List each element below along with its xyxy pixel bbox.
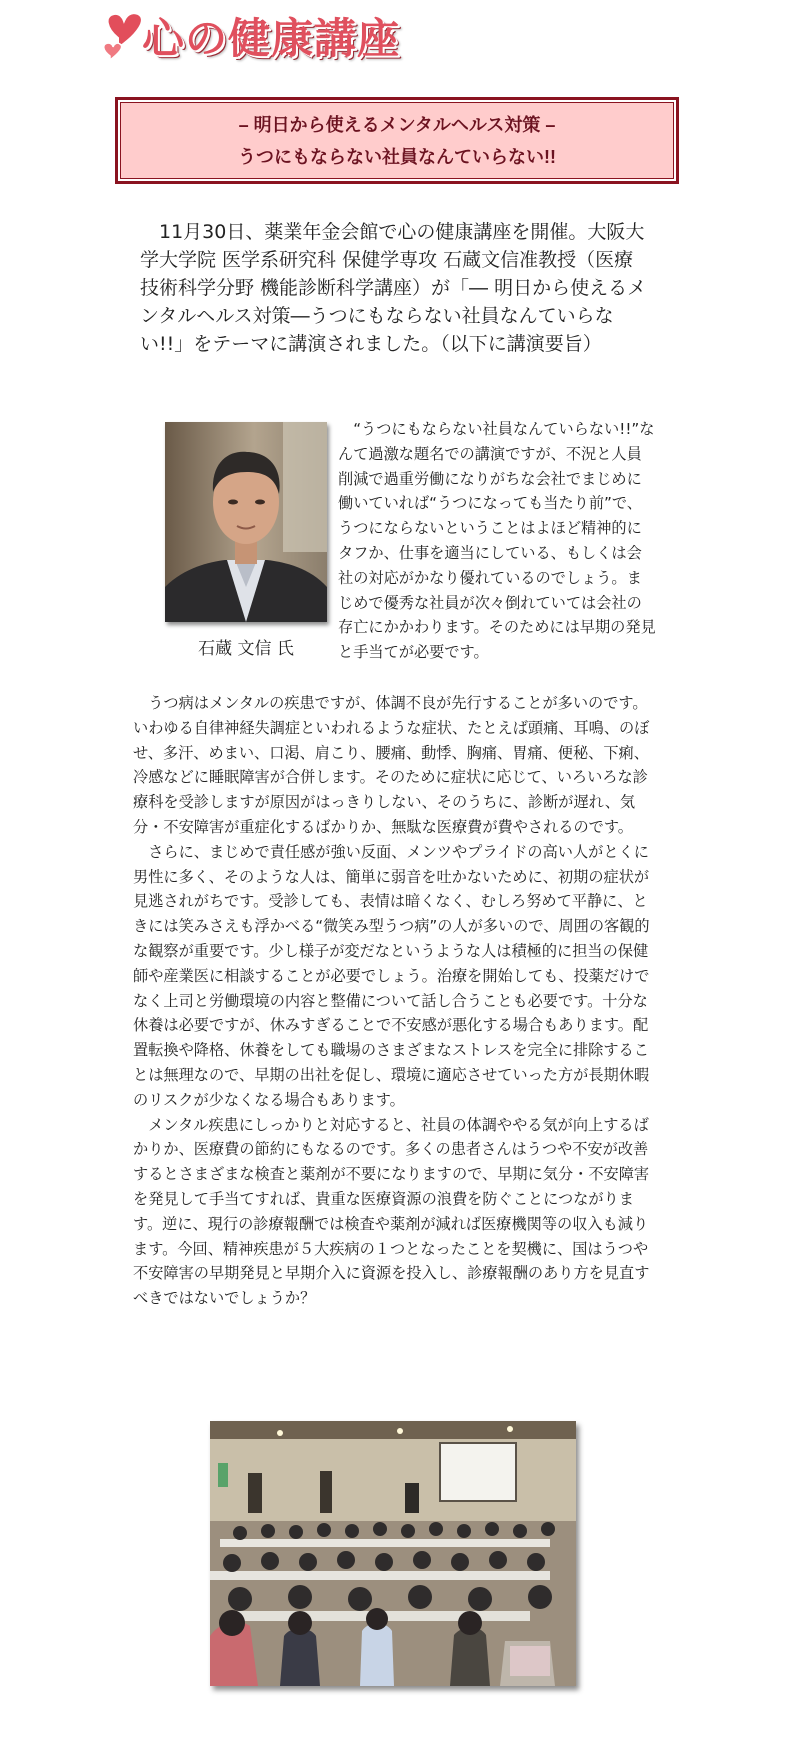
title-box [115, 97, 679, 184]
lecture-body [133, 691, 656, 1311]
lecture-summary-opening: “うつにもならない社員なんていらない!!”なんて過激な題名での講演ですが、不況と人員削減で過重労働になりがちな会社でまじめに働いていれば“うつになっても当たり前”で、うつにならないということはよほど精神的にタフか、仕事を適当にしている、もしくは会社の対応がかなり優れているのでしょう。まじめで優秀な社員が次々倒れていては会社の存亡にかかわります。そのためには早期の発見と手当てが必要です。 [338, 420, 656, 662]
body-paragraph: うつ病はメンタルの疾患ですが、体調不良が先行することが多いのです。いわゆる自律神経失調症といわれるような症状、たとえば頭痛、耳鳴、のぼせ、多汗、めまい、口渇、肩こり、腰痛、動悸、胸痛、胃痛、便秘、下痢、冷感などに睡眠障害が合併します。そのために症状に応じて、いろいろな診療科を受診しますが原因がはっきりしない、そのうちに、診断が遅れ、気分・不安障害が重症化するばかりか、無駄な医療費が費やされるのです。 [133, 694, 650, 836]
subtitle-line: – 明日から使えるメンタルヘルス対策 – [238, 114, 556, 135]
seminar-hall-image [210, 1421, 576, 1686]
seminar-photo [210, 1421, 576, 1686]
speaker-portrait [165, 422, 327, 622]
body-paragraph: さらに、まじめで責任感が強い反面、メンツやプライドの高い人がとくに男性に多く、そのような人は、簡単に弱音を吐かないために、初期の症状が見逃されがちです。受診しても、表情は暗くなく、むしろ努めて平静に、ときには笑みさえも浮かべる“微笑み型うつ病”の人が多いので、周囲の客観的な観察が重要です。少し様子が変だなというような人は積極的に担当の保健師や産業医に相談することが必要でしょう。治療を開始しても、投薬だけでなく上司と労働環境の内容と整備について話し合うことも必要です。十分な休養は必要ですが、休みすぎることで不安感が悪化する場合もあります。配置転換や降格、休養をしても職場のさまざまなストレスを完全に排除することは無理なので、早期の出社を促し、環境に適応させていった方が長期休暇のリスクが少なくなる場合もあります。 [133, 842, 650, 1109]
page-title: 心の健康講座 [142, 14, 401, 63]
intro-paragraph: 11月30日、薬業年金会館で心の健康講座を開催。大阪大学大学院 医学系研究科 保健学専攻 石蔵文信准教授（医療技術科学分野 機能診断科学講座）が「― 明日から使えるメンタルヘルス対策―うつにもならない社員なんていらない!!」をテーマに講演されました。（以下に講演要旨） [140, 221, 647, 355]
headline-line: うつにもならない社員なんていらない!! [238, 146, 556, 167]
title-box-inner [120, 102, 674, 179]
speaker-photo [165, 422, 327, 622]
body-paragraph: メンタル疾患にしっかりと対応すると、社員の体調ややる気が向上するばかりか、医療費の節約にもなるのです。多くの患者さんはうつや不安が改善するとさまざまな検査と薬剤が不要になりますので、早期に気分・不安障害を発見して手当てすれば、貴重な医療資源の浪費を防ぐことにつながります。逆に、現行の診療報酬では検査や薬剤が減れば医療機関等の収入も減ります。今回、精神疾患が５大疾病の１つとなったことを契機に、国はうつや不安障害の早期発見と早期介入に資源を投入し、診療報酬のあり方を見直すべきではないでしょうか？ [133, 1115, 650, 1308]
header-logo [98, 4, 450, 68]
speaker-caption: 石蔵 文信 氏 [198, 639, 294, 659]
